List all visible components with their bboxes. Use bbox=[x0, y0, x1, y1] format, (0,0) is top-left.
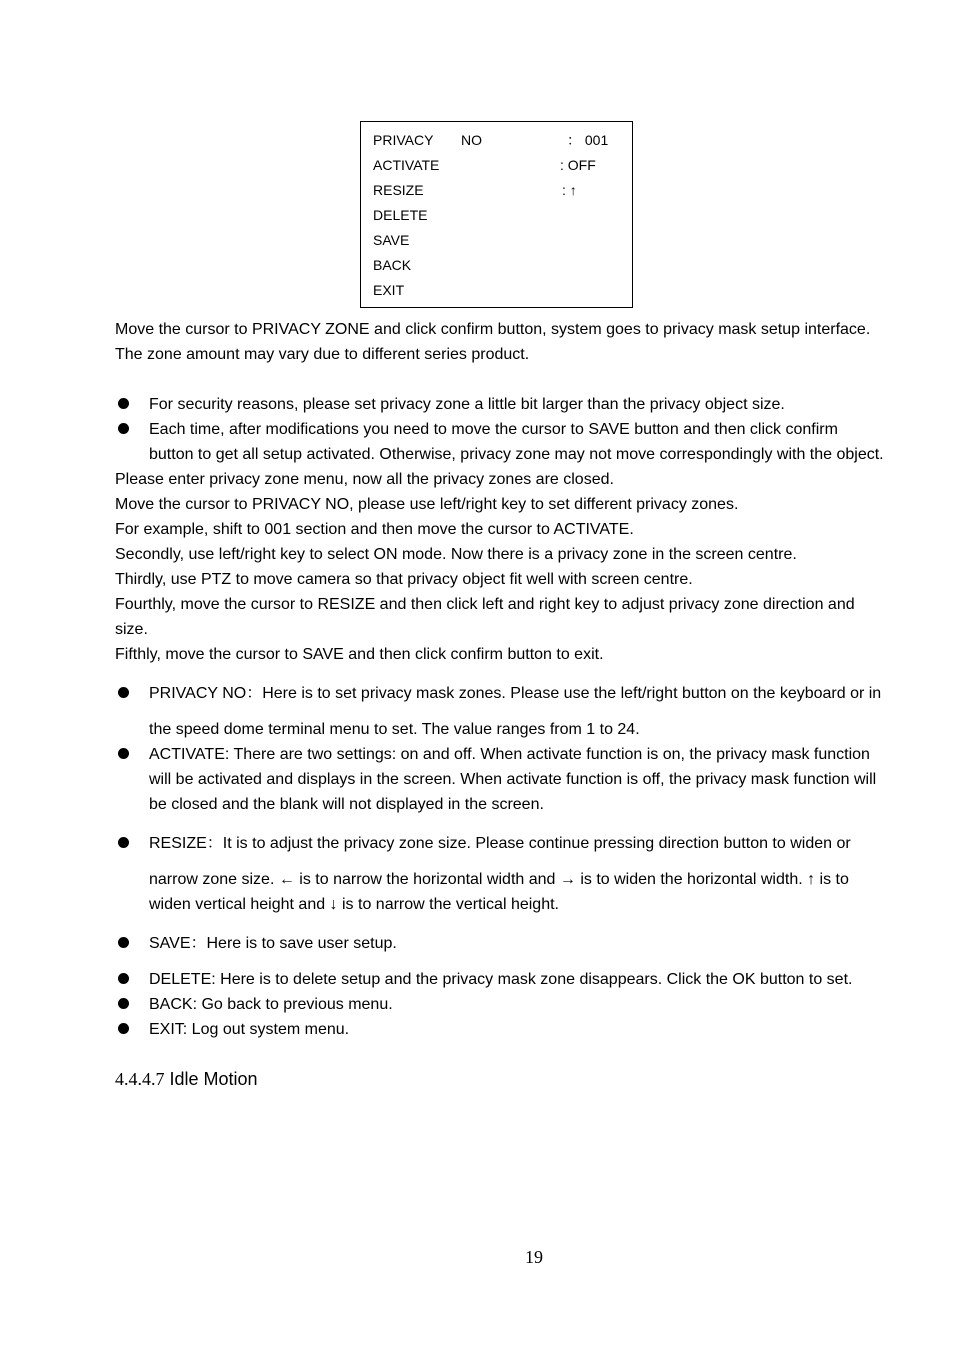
menu-row-value: : ↑ bbox=[562, 182, 577, 198]
definition-line: PRIVACY NO：Here is to set privacy mask zones. Please use the left/right button on the keyboard or in bbox=[149, 685, 882, 702]
definition-line: RESIZE：It is to adjust the privacy zone size. Please continue pressing direction button to widen or bbox=[149, 835, 851, 852]
definition-line: SAVE：Here is to save user setup. bbox=[149, 935, 397, 952]
step-line: For example, shift to 001 section and then move the cursor to ACTIVATE. bbox=[115, 521, 634, 538]
step-line: Secondly, use left/right key to select ON mode. Now there is a privacy zone in the screen centre. bbox=[115, 546, 797, 563]
menu-row-label: RESIZE bbox=[373, 182, 424, 198]
bullet-icon bbox=[118, 398, 129, 409]
bullet-icon bbox=[118, 998, 129, 1009]
bullet-icon bbox=[118, 687, 129, 698]
bullet-icon bbox=[118, 937, 129, 948]
menu-row-value: ： 001 bbox=[567, 132, 609, 148]
section-title: Idle Motion bbox=[169, 1069, 258, 1089]
section-heading bbox=[115, 1067, 258, 1092]
step-line: size. bbox=[115, 621, 148, 638]
definition-line: narrow zone size. ← is to narrow the horizontal width and → is to widen the horizontal width. ↑ is to bbox=[149, 871, 849, 888]
privacy-menu-box bbox=[360, 121, 633, 308]
step-line: Move the cursor to PRIVACY NO, please use left/right key to set different privacy zones. bbox=[115, 496, 739, 513]
definition-line: will be activated and displays in the screen. When activate function is off, the privacy mask function will bbox=[149, 771, 877, 788]
definition-line: be closed and the blank will not displayed in the screen. bbox=[149, 796, 544, 813]
definition-line: BACK: Go back to previous menu. bbox=[149, 996, 393, 1013]
step-line: Fifthly, move the cursor to SAVE and then click confirm button to exit. bbox=[115, 646, 604, 663]
menu-row-label: PRIVACY bbox=[373, 132, 434, 148]
section-number: 4.4.4.7 bbox=[115, 1069, 165, 1089]
menu-row-label: BACK bbox=[373, 257, 412, 273]
menu-row-value: : OFF bbox=[560, 157, 596, 173]
menu-row-label: NO bbox=[461, 132, 482, 148]
menu-row-label: ACTIVATE bbox=[373, 157, 440, 173]
bullet-icon bbox=[118, 837, 129, 848]
definition-line: the speed dome terminal menu to set. The value ranges from 1 to 24. bbox=[149, 721, 640, 738]
page-number: 19 bbox=[525, 1247, 543, 1267]
menu-row-label: DELETE bbox=[373, 207, 428, 223]
bullet-icon bbox=[118, 1023, 129, 1034]
note-line: For security reasons, please set privacy zone a little bit larger than the privacy object size. bbox=[149, 396, 785, 413]
bullet-icon bbox=[118, 973, 129, 984]
intro-line: Move the cursor to PRIVACY ZONE and click confirm button, system goes to privacy mask setup interface. bbox=[115, 321, 871, 338]
menu-row-label: SAVE bbox=[373, 232, 410, 248]
menu-row-label: EXIT bbox=[373, 282, 405, 298]
bullet-icon bbox=[118, 748, 129, 759]
definition-line: EXIT: Log out system menu. bbox=[149, 1021, 350, 1038]
step-line: Thirdly, use PTZ to move camera so that privacy object fit well with screen centre. bbox=[115, 571, 693, 588]
definition-line: DELETE: Here is to delete setup and the privacy mask zone disappears. Click the OK button to set. bbox=[149, 971, 853, 988]
bullet-icon bbox=[118, 423, 129, 434]
definition-line: ACTIVATE: There are two settings: on and off. When activate function is on, the privacy mask function bbox=[149, 746, 870, 763]
intro-line: The zone amount may vary due to different series product. bbox=[115, 346, 530, 363]
note-line: Each time, after modifications you need to move the cursor to SAVE button and then click confirm bbox=[149, 421, 838, 438]
note-line: button to get all setup activated. Otherwise, privacy zone may not move correspondingly with the object. bbox=[149, 446, 884, 463]
step-line: Please enter privacy zone menu, now all the privacy zones are closed. bbox=[115, 471, 614, 488]
step-line: Fourthly, move the cursor to RESIZE and then click left and right key to adjust privacy zone direction and bbox=[115, 596, 855, 613]
definition-line: widen vertical height and ↓ is to narrow the vertical height. bbox=[149, 896, 559, 913]
